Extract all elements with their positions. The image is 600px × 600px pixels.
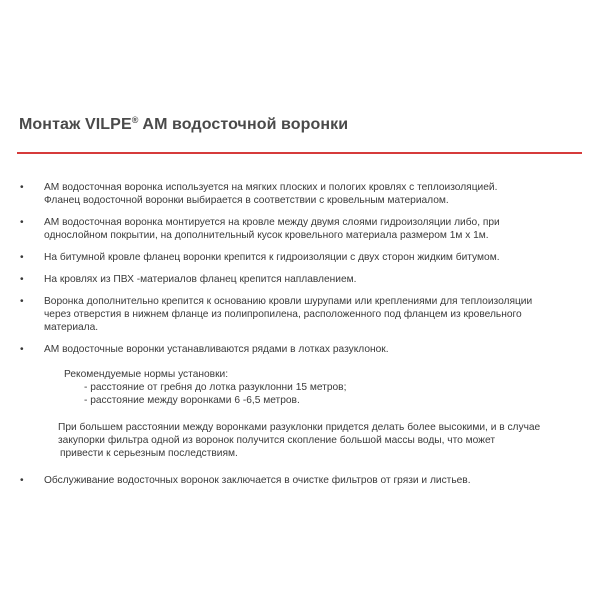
bullet-line: АМ водосточные воронки устанавливаются рядами в лотках разуклонок. [44, 344, 389, 355]
bullet-item [20, 181, 590, 207]
bullet-item [20, 216, 590, 242]
bullet-line: через отверстия в нижнем фланце из полипропилена, расположенного под фланцем из кровельного [44, 309, 522, 320]
bullet-line: материала. [44, 322, 99, 333]
bullet-line: однослойном покрытии, на дополнительный кусок кровельного материала размером 1м х 1м. [44, 230, 489, 241]
document-body [20, 181, 590, 496]
bullet-line: Фланец водосточной воронки выбирается в соответствии с кровельным материалом. [44, 195, 449, 206]
page-title [19, 116, 348, 134]
bullet-item [20, 251, 590, 264]
norms-heading: Рекомендуемые нормы установки: [64, 369, 229, 380]
bullet-icon: • [20, 475, 24, 486]
bullet-item [20, 343, 590, 356]
bullet-item [20, 295, 590, 334]
bullet-icon: • [20, 296, 24, 307]
bullet-line: Воронка дополнительно крепится к основанию кровли шурупами или креплениями для теплоизоляции [44, 296, 533, 307]
title-divider [17, 152, 582, 154]
bullet-line: АМ водосточная воронка используется на мягких плоских и пологих кровлях с теплоизоляцией. [44, 182, 498, 193]
bullet-line: Обслуживание водосточных воронок заключается в очистке фильтров от грязи и листьев. [44, 475, 471, 486]
warning-paragraph [20, 421, 590, 460]
bullet-item [20, 474, 590, 487]
warning-line: При большем расстоянии между воронками разуклонки придется делать более высокими, и в случае [58, 422, 541, 433]
bullet-line: На кровлях из ПВХ -материалов фланец крепится наплавлением. [44, 274, 357, 285]
bullet-icon: • [20, 182, 24, 193]
bullet-icon: • [20, 217, 24, 228]
warning-line: привести к серьезным последствиям. [60, 448, 238, 459]
bullet-line: АМ водосточная воронка монтируется на кровле между двумя слоями гидроизоляции либо, при [44, 217, 500, 228]
bullet-line: На битумной кровле фланец воронки крепится к гидроизоляции с двух сторон жидким битумом. [44, 252, 500, 263]
title-suffix: AM водосточной воронки [138, 116, 349, 133]
norms-item: - расстояние между воронками 6 -6,5 метров. [84, 395, 300, 406]
title-prefix: Монтаж VILPE [19, 116, 132, 133]
warning-line: закупорки фильтра одной из воронок получится скопление большой массы воды, что может [58, 435, 495, 446]
norms-block [20, 368, 590, 407]
registered-mark: ® [131, 115, 139, 125]
bullet-item [20, 273, 590, 286]
norms-item: - расстояние от гребня до лотка разуклонни 15 метров; [84, 382, 347, 393]
bullet-icon: • [20, 274, 24, 285]
bullet-icon: • [20, 344, 24, 355]
bullet-icon: • [20, 252, 24, 263]
